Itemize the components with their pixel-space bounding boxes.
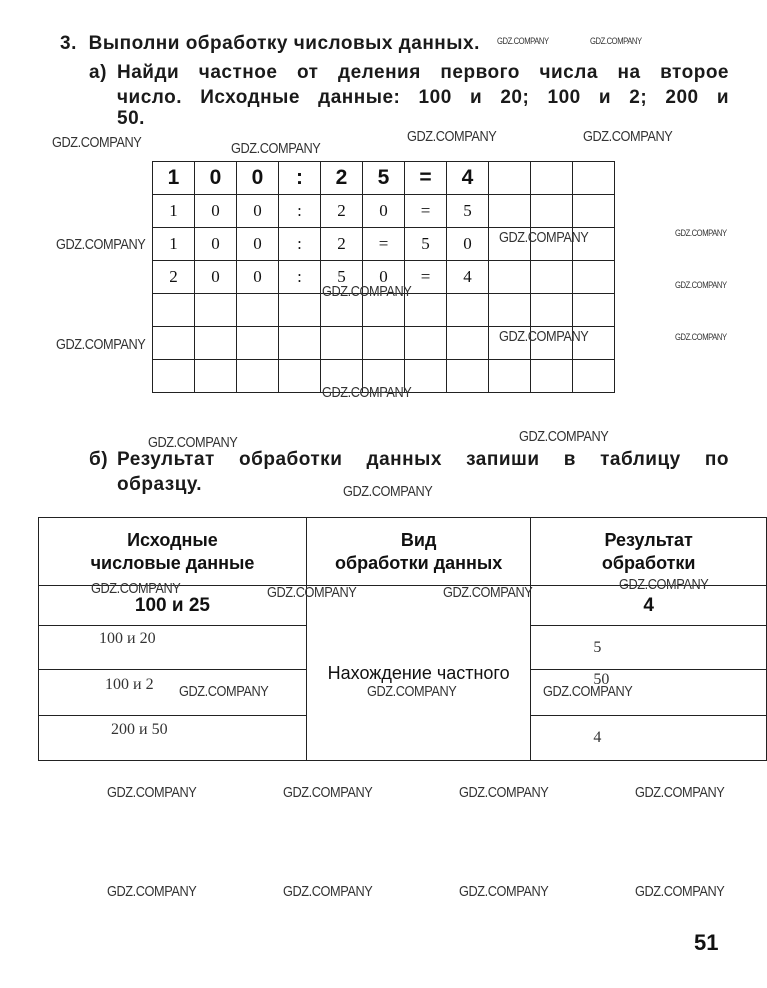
watermark: GDZ.COMPANY <box>407 128 497 145</box>
grid-cell <box>531 162 573 195</box>
grid-cell <box>573 294 615 327</box>
results-table <box>38 517 767 761</box>
grid-cell <box>153 327 195 360</box>
grid-cell: 0 <box>195 162 237 195</box>
watermark: GDZ.COMPANY <box>519 428 609 445</box>
grid-cell: : <box>279 195 321 228</box>
watermark: GDZ.COMPANY <box>283 784 373 801</box>
watermark: GDZ.COMPANY <box>91 580 181 597</box>
grid-cell <box>573 261 615 294</box>
grid-cell <box>405 327 447 360</box>
grid-cell <box>573 162 615 195</box>
watermark: GDZ.COMPANY <box>179 683 269 700</box>
grid-cell <box>531 261 573 294</box>
watermark: GDZ.COMPANY <box>367 683 457 700</box>
grid-cell: 0 <box>237 261 279 294</box>
watermark: GDZ.COMPANY <box>583 128 673 145</box>
grid-cell: : <box>279 261 321 294</box>
input-cell: 100 и 2 <box>39 670 307 716</box>
grid-cell: 5 <box>447 195 489 228</box>
grid-cell <box>573 360 615 393</box>
grid-cell: 0 <box>237 228 279 261</box>
grid-cell: 5 <box>363 162 405 195</box>
watermark: GDZ.COMPANY <box>443 584 533 601</box>
grid-cell: 1 <box>153 228 195 261</box>
grid-cell: 0 <box>237 162 279 195</box>
grid-cell: = <box>363 228 405 261</box>
grid-cell <box>279 327 321 360</box>
grid-cell <box>573 195 615 228</box>
grid-cell: 5 <box>321 261 363 294</box>
part-a-line-2: число. Исходные данные: 100 и 20; 100 и 2; 200 и <box>117 87 729 108</box>
header-process-type <box>306 518 530 586</box>
input-cell: 200 и 50 <box>39 716 307 761</box>
grid-cell: = <box>405 162 447 195</box>
grid-cell <box>195 294 237 327</box>
watermark: GDZ.COMPANY <box>56 236 146 253</box>
grid-cell <box>531 360 573 393</box>
header-result-line-1: Результат <box>604 529 693 550</box>
task-number: 3. <box>60 33 77 54</box>
watermark: GDZ.COMPANY <box>343 483 433 500</box>
grid-cell: 1 <box>153 162 195 195</box>
grid-cell <box>279 360 321 393</box>
watermark: GDZ.COMPANY <box>499 328 589 345</box>
watermark: GDZ.COMPANY <box>148 434 238 451</box>
grid-cell: 1 <box>153 195 195 228</box>
grid-cell <box>447 294 489 327</box>
watermark: GDZ.COMPANY <box>283 883 373 900</box>
watermark: GDZ.COMPANY <box>459 784 549 801</box>
watermark: GDZ.COMPANY <box>459 883 549 900</box>
watermark: GDZ.COMPANY <box>635 784 725 801</box>
grid-cell <box>489 360 531 393</box>
watermark: GDZ.COMPANY <box>635 883 725 900</box>
grid-cell: = <box>405 261 447 294</box>
watermark: GDZ.COMPANY <box>52 134 142 151</box>
part-a-line-1: Найди частное от деления первого числа на второе <box>117 62 729 83</box>
grid-cell <box>237 294 279 327</box>
header-input-data <box>39 518 307 586</box>
part-a-label: а) <box>89 62 107 83</box>
part-b-line-1: Результат обработки данных запиши в таблицу по <box>117 449 729 470</box>
grid-cell: 0 <box>447 228 489 261</box>
grid-cell: 2 <box>321 195 363 228</box>
part-a-line-3: 50. <box>117 108 145 129</box>
grid-cell <box>363 327 405 360</box>
grid-cell: 0 <box>195 261 237 294</box>
grid-cell <box>531 195 573 228</box>
process-type-cell: Нахождение частного <box>306 586 530 761</box>
page-number: 51 <box>694 930 719 955</box>
input-cell: 100 и 20 <box>39 626 307 670</box>
grid-row <box>153 195 615 228</box>
part-b-line-2: образцу. <box>117 474 203 495</box>
header-process-line-1: Вид <box>400 529 437 550</box>
watermark: GDZ.COMPANY <box>107 784 197 801</box>
header-result-line-2: обработки <box>601 552 696 573</box>
grid-cell: = <box>405 195 447 228</box>
header-input-line-2: числовые данные <box>90 552 255 573</box>
grid-cell: 4 <box>447 261 489 294</box>
watermark: GDZ.COMPANY <box>231 140 321 157</box>
grid-cell: 2 <box>153 261 195 294</box>
grid-cell <box>489 162 531 195</box>
grid-cell: 2 <box>321 162 363 195</box>
grid-row <box>153 162 615 195</box>
result-cell: 4 <box>531 716 767 761</box>
part-b-label: б) <box>89 449 109 470</box>
grid-cell <box>195 360 237 393</box>
watermark: GDZ.COMPANY <box>590 36 642 46</box>
watermark: GDZ.COMPANY <box>322 283 412 300</box>
watermark: GDZ.COMPANY <box>675 228 727 238</box>
header-process-line-2: обработки данных <box>335 552 503 573</box>
grid-cell: 5 <box>405 228 447 261</box>
grid-cell <box>531 294 573 327</box>
watermark: GDZ.COMPANY <box>56 336 146 353</box>
grid-cell <box>447 360 489 393</box>
result-cell: 5 <box>531 626 767 670</box>
watermark: GDZ.COMPANY <box>267 584 357 601</box>
sample-input: 100 и 25 <box>39 586 307 626</box>
watermark: GDZ.COMPANY <box>497 36 549 46</box>
grid-cell <box>489 261 531 294</box>
grid-cell: : <box>279 228 321 261</box>
watermark: GDZ.COMPANY <box>107 883 197 900</box>
part-a <box>89 62 729 128</box>
watermark: GDZ.COMPANY <box>675 332 727 342</box>
calculation-grid <box>152 161 615 393</box>
header-input-line-1: Исходные <box>127 529 218 550</box>
grid-cell: : <box>279 162 321 195</box>
grid-cell <box>489 195 531 228</box>
grid-cell: 4 <box>447 162 489 195</box>
watermark: GDZ.COMPANY <box>322 384 412 401</box>
result-cell: 50 <box>531 670 767 716</box>
grid-cell <box>447 327 489 360</box>
grid-cell <box>153 360 195 393</box>
grid-cell <box>195 327 237 360</box>
grid-cell: 2 <box>321 228 363 261</box>
grid-cell <box>489 294 531 327</box>
grid-cell: 0 <box>195 195 237 228</box>
grid-cell <box>153 294 195 327</box>
task-title: Выполни обработку числовых данных. <box>88 33 480 54</box>
grid-cell: 0 <box>363 261 405 294</box>
grid-cell <box>279 294 321 327</box>
sample-result: 4 <box>531 586 767 626</box>
grid-cell: 0 <box>195 228 237 261</box>
watermark: GDZ.COMPANY <box>675 280 727 290</box>
watermark: GDZ.COMPANY <box>543 683 633 700</box>
grid-cell <box>321 327 363 360</box>
watermark: GDZ.COMPANY <box>499 229 589 246</box>
grid-cell <box>237 327 279 360</box>
grid-cell: 0 <box>363 195 405 228</box>
watermark: GDZ.COMPANY <box>619 576 709 593</box>
grid-cell: 0 <box>237 195 279 228</box>
grid-cell <box>237 360 279 393</box>
task-heading <box>60 33 480 55</box>
